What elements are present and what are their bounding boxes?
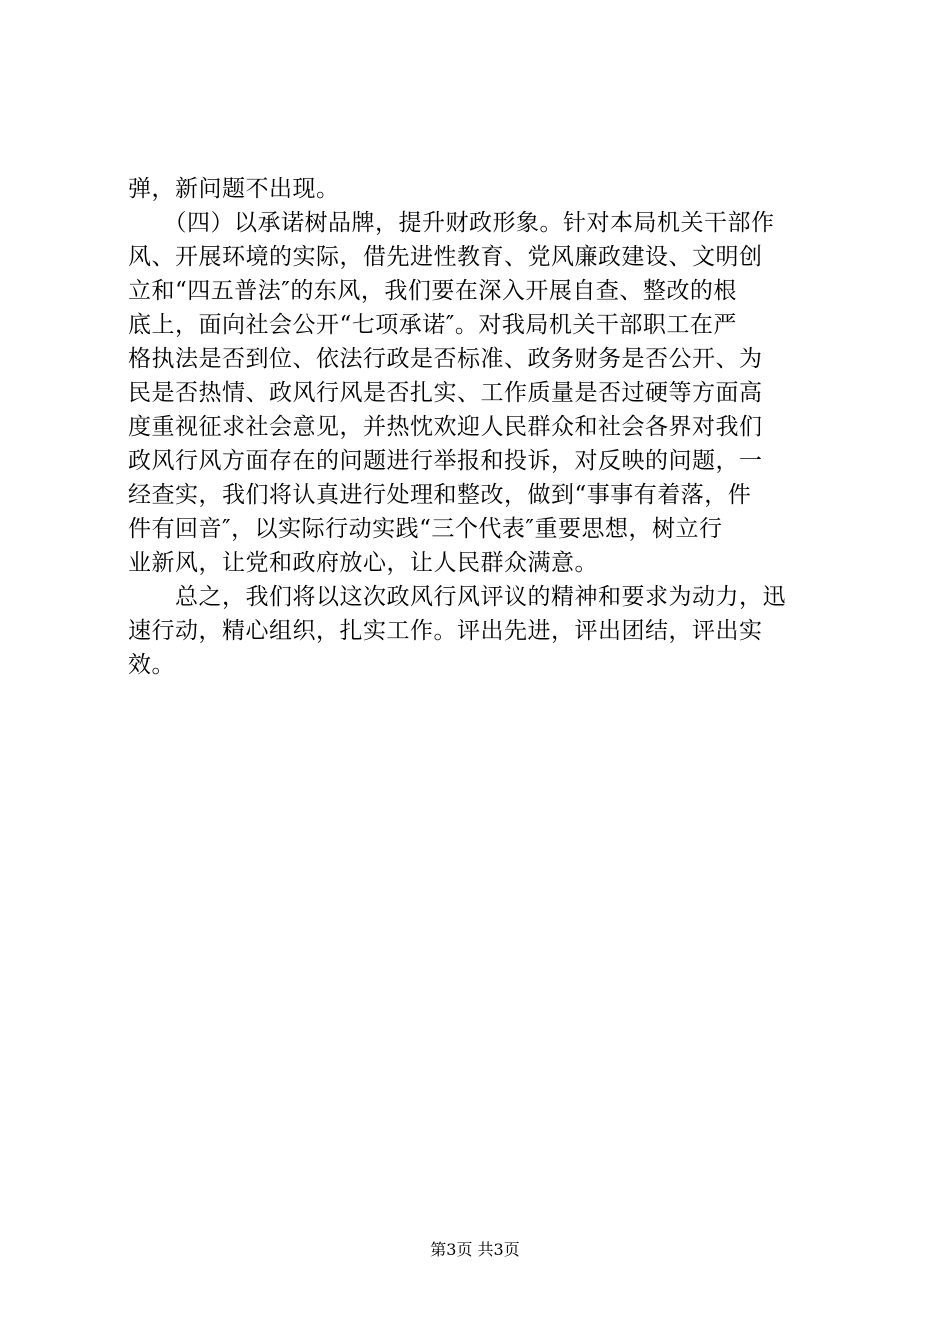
document-body [128, 172, 828, 682]
text-line: 风、开展环境的实际，借先进性教育、党风廉政建设、文明创 [128, 244, 763, 270]
text-line: （四）以承诺树品牌，提升财政形象。针对本局机关干部作 [128, 210, 775, 236]
text-line: 民是否热情、政风行风是否扎实、工作质量是否过硬等方面高 [128, 380, 763, 406]
text-line: 底上，面向社会公开“七项承诺″。对我局机关干部职工在严 [128, 312, 737, 338]
text-line: 政风行风方面存在的问题进行举报和投诉，对反映的问题，一 [128, 448, 763, 474]
text-line: 件有回音″，以实际行动实践“三个代表″重要思想，树立行 [128, 516, 723, 542]
text-line: 格执法是否到位、依法行政是否标准、政务财务是否公开、为 [128, 346, 763, 372]
text-line: 效。 [128, 652, 175, 678]
text-line: 度重视征求社会意见，并热忱欢迎人民群众和社会各界对我们 [128, 414, 763, 440]
text-line: 业新风，让党和政府放心，让人民群众满意。 [128, 550, 598, 576]
text-line: 经查实，我们将认真进行处理和整改，做到“事事有着落，件 [128, 482, 752, 508]
text-line: 弹，新问题不出现。 [128, 176, 340, 202]
text-line: 速行动，精心组织，扎实工作。评出先进，评出团结，评出实 [128, 618, 763, 644]
page-footer: 第3页 共3页 [430, 1240, 520, 1259]
text-line: 立和“四五普法″的东风，我们要在深入开展自查、整改的根 [128, 278, 737, 304]
text-line: 总之，我们将以这次政风行风评议的精神和要求为动力，迅 [128, 584, 786, 610]
